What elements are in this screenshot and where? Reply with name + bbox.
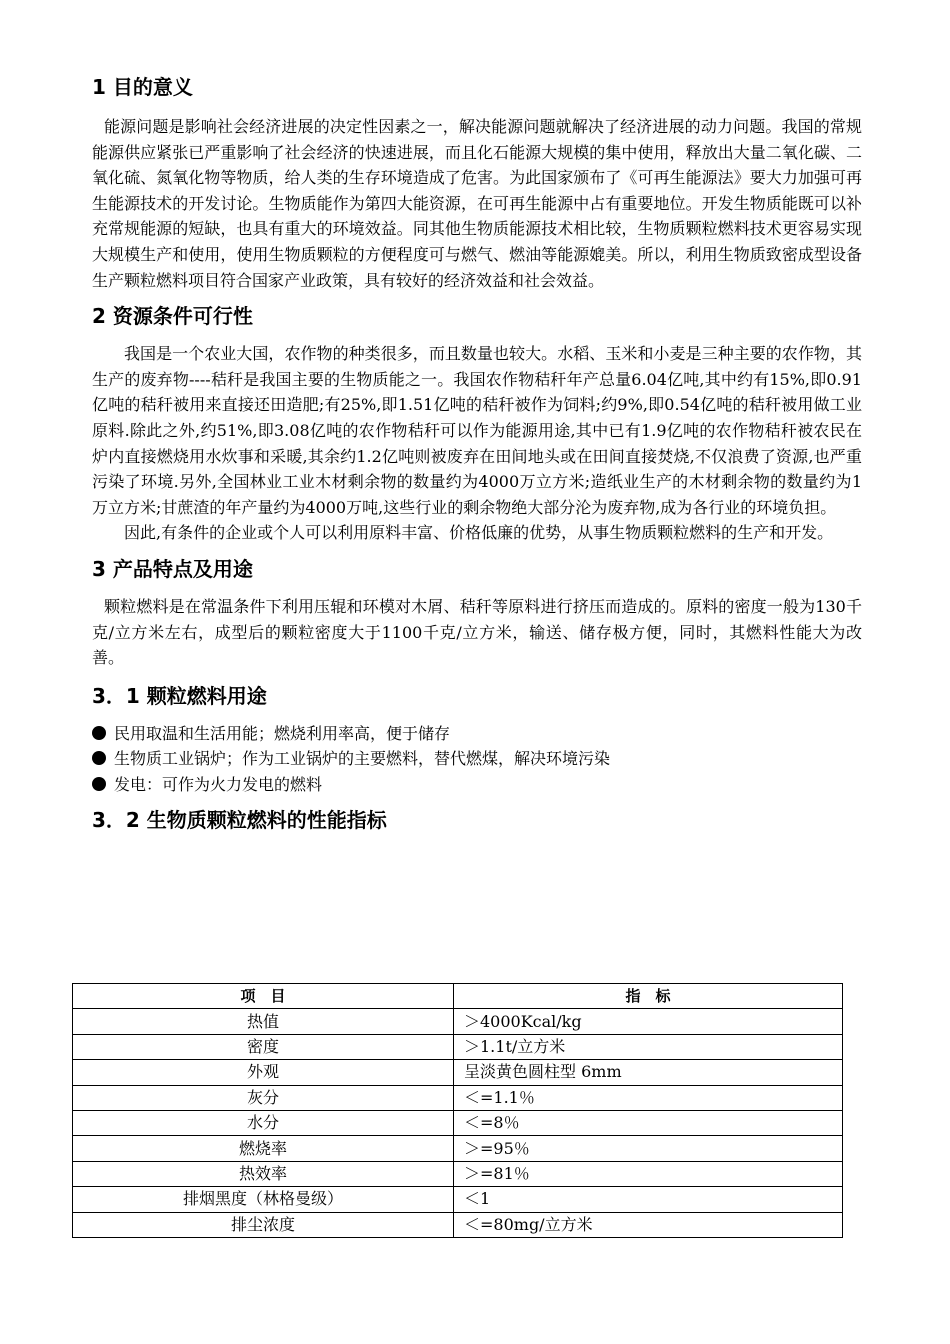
table-row [73, 1212, 843, 1237]
cell-item: 排尘浓度 [73, 1212, 454, 1237]
cell-item: 密度 [73, 1034, 454, 1059]
section-2-heading: 2 资源条件可行性 [92, 304, 253, 329]
cell-value: 呈淡黄色圆柱型 6mm [454, 1060, 843, 1085]
list-item [92, 772, 862, 798]
list-item-text: 民用取温和生活用能；燃烧利用率高，便于储存 [114, 723, 451, 743]
cell-item: 灰分 [73, 1085, 454, 1110]
section-3-heading: 3 产品特点及用途 [92, 556, 253, 581]
list-item-text: 生物质工业锅炉；作为工业锅炉的主要燃料，替代燃煤，解决环境污染 [114, 749, 611, 769]
table-row [73, 1161, 843, 1186]
performance-spec-table [72, 983, 843, 1238]
section-1-paragraph: 能源问题是影响社会经济进展的决定性因素之一，解决能源问题就解决了经济进展的动力问题。我国的常规能源供应紧张已严重影响了社会经济的快速进展，而且化石能源大规模的集中使用，释放出大量二氧化碳、二氧化硫、氮氧化物等物质，给人类的生存环境造成了危害。为此国家颁布了《可再生能源法》要大力加强可再生能源技术的开发讨论。生物质能作为第四大能资源，在可再生能源中占有重要地位。开发生物质能既可以补充常规能源的短缺，也具有重大的环境效益。同其他生物质能源技术相比较，生物质颗粒燃料技术更容易实现大规模生产和使用，使用生物质颗粒的方便程度可与燃气、燃油等能源媲美。所以，利用生物质致密成型设备生产颗粒燃料项目符合国家产业政策，具有较好的经济效益和社会效益。 [92, 117, 862, 290]
cell-item: 外观 [73, 1060, 454, 1085]
bullet-icon [92, 726, 106, 740]
cell-value: ＜=1.1％ [454, 1085, 843, 1110]
section-3-paragraph: 颗粒燃料是在常温条件下利用压辊和环模对木屑、秸秆等原料进行挤压而造成的。原料的密度一般为130千克/立方米左右，成型后的颗粒密度大于1100千克/立方米，输送、储存极方便，同时，其燃料性能大为改善。 [92, 596, 862, 668]
bullet-icon [92, 777, 106, 791]
cell-value: ＜=80mg/立方米 [454, 1212, 843, 1237]
table-row [73, 1060, 843, 1085]
table-row [73, 1110, 843, 1135]
table-row [73, 1034, 843, 1059]
table-row [73, 1187, 843, 1212]
cell-item: 热效率 [73, 1161, 454, 1186]
cell-value: ＞4000Kcal/kg [454, 1009, 843, 1034]
bullet-icon [92, 751, 106, 765]
list-item-text: 发电：可作为火力发电的燃料 [114, 774, 323, 794]
uses-list [92, 721, 862, 798]
table-row [73, 1009, 843, 1034]
section-3-2-heading: 3．2 生物质颗粒燃料的性能指标 [92, 808, 387, 833]
cell-value: ＞1.1t/立方米 [454, 1034, 843, 1059]
cell-item: 燃烧率 [73, 1136, 454, 1161]
table-row [73, 1085, 843, 1110]
cell-value: ＞=81％ [454, 1161, 843, 1186]
header-spec: 指 标 [454, 984, 843, 1009]
section-3-1-heading: 3．1 颗粒燃料用途 [92, 683, 267, 708]
cell-value: ＜=8％ [454, 1110, 843, 1135]
table-header-row [73, 984, 843, 1009]
cell-item: 排烟黑度（林格曼级） [73, 1187, 454, 1212]
section-1-heading: 1 目的意义 [92, 75, 193, 99]
list-item [92, 721, 862, 747]
document-body [92, 70, 862, 837]
cell-item: 水分 [73, 1110, 454, 1135]
section-2-paragraph-2: 因此,有条件的企业或个人可以利用原料丰富、价格低廉的优势，从事生物质颗粒燃料的生产和开发。 [124, 523, 834, 543]
table-row [73, 1136, 843, 1161]
section-2-paragraph-1: 我国是一个农业大国，农作物的种类很多，而且数量也较大。水稻、玉米和小麦是三种主要的农作物，其生产的废弃物----秸秆是我国主要的生物质能之一。我国农作物秸秆年产总量6.04亿吨,其中约有15%,即0.91亿吨的秸秆被用来直接还田造肥;有25%,即1.51亿吨的秸秆被作为饲料;约9%,即0.54亿吨的秸秆被用做工业原料.除此之外,约51%,即3.08亿吨的农作物秸秆可以作为能源用途,其中已有1.9亿吨的农作物秸秆被农民在炉内直接燃烧用水炊事和采暖,其余约1.2亿吨则被废弃在田间地头或在田间直接焚烧,不仅浪费了资源,也严重污染了环境.另外,全国林业工业木材剩余物的数量约为4000万立方米;造纸业生产的木材剩余物的数量约为1万立方米;甘蔗渣的年产量约为4000万吨,这些行业的剩余物绝大部分沦为废弃物,成为各行业的环境负担。 [92, 344, 862, 517]
list-item [92, 746, 862, 772]
cell-value: ＞=95％ [454, 1136, 843, 1161]
header-item: 项 目 [73, 984, 454, 1009]
cell-value: ＜1 [454, 1187, 843, 1212]
cell-item: 热值 [73, 1009, 454, 1034]
